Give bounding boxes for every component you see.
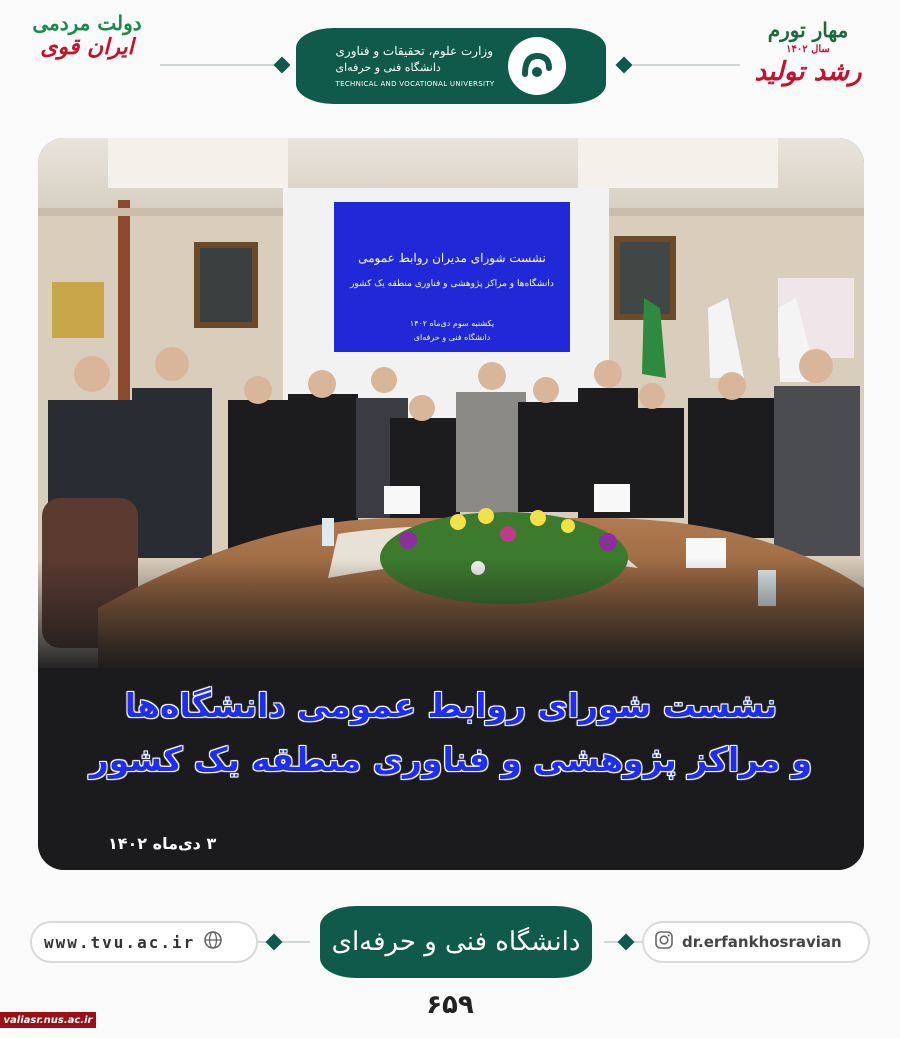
footer-badge-text: دانشگاه فنی و حرفه‌ای xyxy=(331,927,581,957)
news-title-line1: نشست شورای روابط عمومی دانشگاه‌ها xyxy=(124,686,778,725)
meeting-photo xyxy=(38,138,864,668)
footer-university-badge xyxy=(320,906,592,978)
news-date: ۳ دی‌ماه ۱۴۰۲ xyxy=(108,834,217,853)
ministry-name: وزارت علوم، تحقیقات و فناوری xyxy=(335,44,494,58)
website-link[interactable] xyxy=(30,921,258,963)
slogan-left-line1: دولت مردمی xyxy=(32,11,142,35)
screen-line4: دانشگاه فنی و حرفه‌ای xyxy=(413,333,491,342)
instagram-icon xyxy=(654,930,674,954)
university-name-en: TECHNICAL AND VOCATIONAL UNIVERSITY xyxy=(335,80,495,88)
diamond-ornament-left xyxy=(274,57,291,74)
slogan-right-line1: مهار تورم xyxy=(767,18,849,42)
slogan-right xyxy=(752,18,864,124)
header xyxy=(0,0,900,132)
globe-icon xyxy=(203,930,223,954)
title-banner xyxy=(38,668,864,870)
footer-diamond-left xyxy=(266,934,283,951)
slogan-left-line2: ایران قوی xyxy=(40,34,134,60)
news-card xyxy=(38,138,864,870)
diamond-ornament-right xyxy=(616,57,633,74)
website-text: www.tvu.ac.ir xyxy=(44,932,196,952)
screen-line2: دانشگاه‌ها و مراکز پژوهشی و فناوری منطقه یک کشور xyxy=(350,279,554,289)
university-logo-badge xyxy=(296,28,606,104)
instagram-handle: dr.erfankhosravian xyxy=(682,933,842,951)
university-logo-icon xyxy=(508,37,566,95)
slogan-left xyxy=(28,12,146,122)
source-watermark: valiasr.nus.ac.ir xyxy=(0,1012,96,1028)
meeting-photo-illustration xyxy=(38,138,864,668)
screen-line3: یکشنبه سوم دی‌ماه ۱۴۰۲ xyxy=(409,319,495,328)
footer-diamond-right xyxy=(618,934,635,951)
header-divider-right xyxy=(632,64,740,66)
screen-line1: نشست شورای مدیران روابط عمومی xyxy=(358,251,546,265)
news-title-line2: و مراکز پژوهشی و فناوری منطقه یک کشور xyxy=(89,740,813,779)
slogan-right-year: سال ۱۴۰۲ xyxy=(786,44,830,55)
university-name-fa: دانشگاه فنی و حرفه‌ای xyxy=(335,61,441,74)
slogan-right-line2: رشد تولید xyxy=(754,57,862,87)
page-number: ۶۵۹ xyxy=(426,990,474,1020)
logo-text xyxy=(336,44,495,88)
header-divider-left xyxy=(160,64,278,66)
instagram-link[interactable] xyxy=(642,921,870,963)
